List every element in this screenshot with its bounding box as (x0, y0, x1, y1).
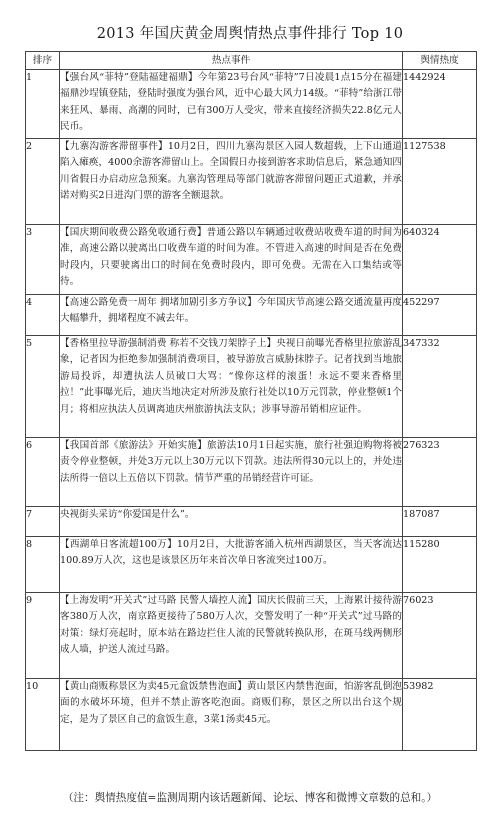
table-row (26, 438, 477, 507)
table-header-row (26, 52, 477, 70)
event-cell (60, 225, 403, 295)
event-body: 普通公路以车辆通过收费站收费车道的时间为准，高速公路以驶离出口收费车道的时间为准。不管进入高速的时间是否在免费时段内，只要驶离出口的时间在免费时段内，即可免费。无需在入口集结或等待。 (60, 227, 403, 288)
heat-cell: 452297 (403, 295, 477, 336)
rank-cell: 3 (26, 225, 60, 295)
table-row (26, 139, 477, 225)
rank-cell: 9 (26, 593, 60, 679)
event-title: 【高速公路免费一周年 拥堵加剧引多方争议】 (60, 297, 257, 308)
table-row (26, 593, 477, 679)
event-cell (60, 679, 403, 751)
heat-cell: 53982 (403, 679, 477, 751)
table-row (26, 679, 477, 751)
event-title: 【西湖单日客流超100万】 (60, 539, 177, 550)
event-title: 【我国首部《旅游法》开始实施】 (60, 440, 208, 451)
event-body: 黄山景区内禁售泡面，怕游客乱倒泡面的水破坏环境，但并不禁止游客吃泡面。商贩们称，景区之所以出台这个规定，是为了景区自己的盒饭生意，3菜1汤卖45元。 (60, 681, 402, 725)
table-row (26, 537, 477, 593)
event-body: 央视日前曝光香格里拉旅游乱象，记者因为拒绝参加强制消费项目，被导游放言威胁抹脖子。记者找到当地旅游局投诉，却遭执法人员破口大骂：“像你这样的滚蛋！永远不要来香格里拉！”此事曝光后，迪庆当地决定对所涉及旅行社处以10万元罚款，停业整顿1个月；将相应执法人员调离迪庆州旅游执法支队；涉事导游吊销相应证件。 (60, 338, 402, 415)
ranking-table (25, 51, 477, 751)
table-row (26, 336, 477, 438)
event-cell (60, 438, 403, 507)
event-cell (60, 507, 403, 537)
header-event: 热点事件 (60, 52, 403, 70)
header-heat: 舆情热度 (403, 52, 477, 70)
page-title: 2013 年国庆黄金周舆情热点事件排行 Top 10 (96, 26, 404, 42)
event-body: 国庆长假前三天，上海累计接待游客380万人次，南京路更接待了580万人次，交警发明了一种“开关式”过马路的对策：绿灯亮起时，原本站在路边拦住人流的民警就转换队形，在斑马线两侧形成人墙，护送人流过马路。 (60, 595, 403, 656)
heat-cell: 1442924 (403, 70, 477, 139)
event-body: 10月2日，大批游客涌入杭州西湖景区，当天客流达100.89万人次，这也是该景区历年来首次单日客流突过100万。 (60, 539, 402, 567)
table-row (26, 507, 477, 537)
rank-cell: 5 (26, 336, 60, 438)
event-cell (60, 70, 403, 139)
rank-cell: 4 (26, 295, 60, 336)
event-body: 央视街头采访“你爱国是什么”。 (60, 509, 195, 520)
event-body: 旅游法10月1日起实施，旅行社强迫购物将被责令停业整顿，并处3万元以上30万元以下罚款。违法所得30元以上的，并处违法所得一倍以上五倍以下罚款。情节严重的吊销经营许可证。 (60, 440, 403, 484)
rank-cell: 1 (26, 70, 60, 139)
event-title: 【九寨沟游客滞留事件】 (60, 141, 168, 152)
event-title: 【国庆期间收费公路免收通行费】 (60, 227, 207, 238)
event-title: 【上海发明“开关式”过马路 民警人墙控人流】 (60, 595, 257, 606)
heat-cell: 640324 (403, 225, 477, 295)
event-cell (60, 537, 403, 593)
event-title: 【强台风“菲特”登陆福建福鼎】 (60, 72, 198, 83)
event-cell (60, 139, 403, 225)
event-cell (60, 336, 403, 438)
event-cell (60, 593, 403, 679)
event-title: 【香格里拉导游强制消费 称若不交钱刀架脖子上】 (60, 338, 277, 349)
footnote: （注：舆情热度值=监测周期内该话题新闻、论坛、博客和微博文章数的总和。） (62, 792, 438, 804)
event-title: 【黄山商贩称景区为卖45元盒饭禁售泡面】 (60, 681, 247, 692)
heat-cell: 187087 (403, 507, 477, 537)
event-cell (60, 295, 403, 336)
event-body: 今年第23号台风“菲特”7日凌晨1点15分在福建福鼎沙埕镇登陆，登陆时强度为强台风，近中心最大风力14级。“菲特”给浙江带来狂风、暴雨、高潮的同时，已有300万人受灾，带来直接经济损失22.8亿元人民币。 (60, 72, 403, 133)
event-body: 10月2日，四川九寨沟景区入园人数超载，上下山通道陷入瘫痪，4000余游客滞留山上。全国假日办接到游客求助信息后，紧急通知四川省假日办启动应急预案。九寨沟管理局等部门就游客滞留问题正式道歉，并承诺对购买2日进沟门票的游客全额退款。 (60, 141, 403, 202)
heat-cell: 276323 (403, 438, 477, 507)
heat-cell: 76023 (403, 593, 477, 679)
rank-cell: 2 (26, 139, 60, 225)
heat-cell: 347332 (403, 336, 477, 438)
header-rank: 排序 (26, 52, 60, 70)
heat-cell: 1127538 (403, 139, 477, 225)
heat-cell: 115280 (403, 537, 477, 593)
table-row (26, 295, 477, 336)
rank-cell: 8 (26, 537, 60, 593)
rank-cell: 10 (26, 679, 60, 751)
table-row (26, 70, 477, 139)
event-body: 今年国庆节高速公路交通流量再度大幅攀升，拥堵程度不减去年。 (60, 297, 402, 325)
rank-cell: 6 (26, 438, 60, 507)
table-row (26, 225, 477, 295)
rank-cell: 7 (26, 507, 60, 537)
